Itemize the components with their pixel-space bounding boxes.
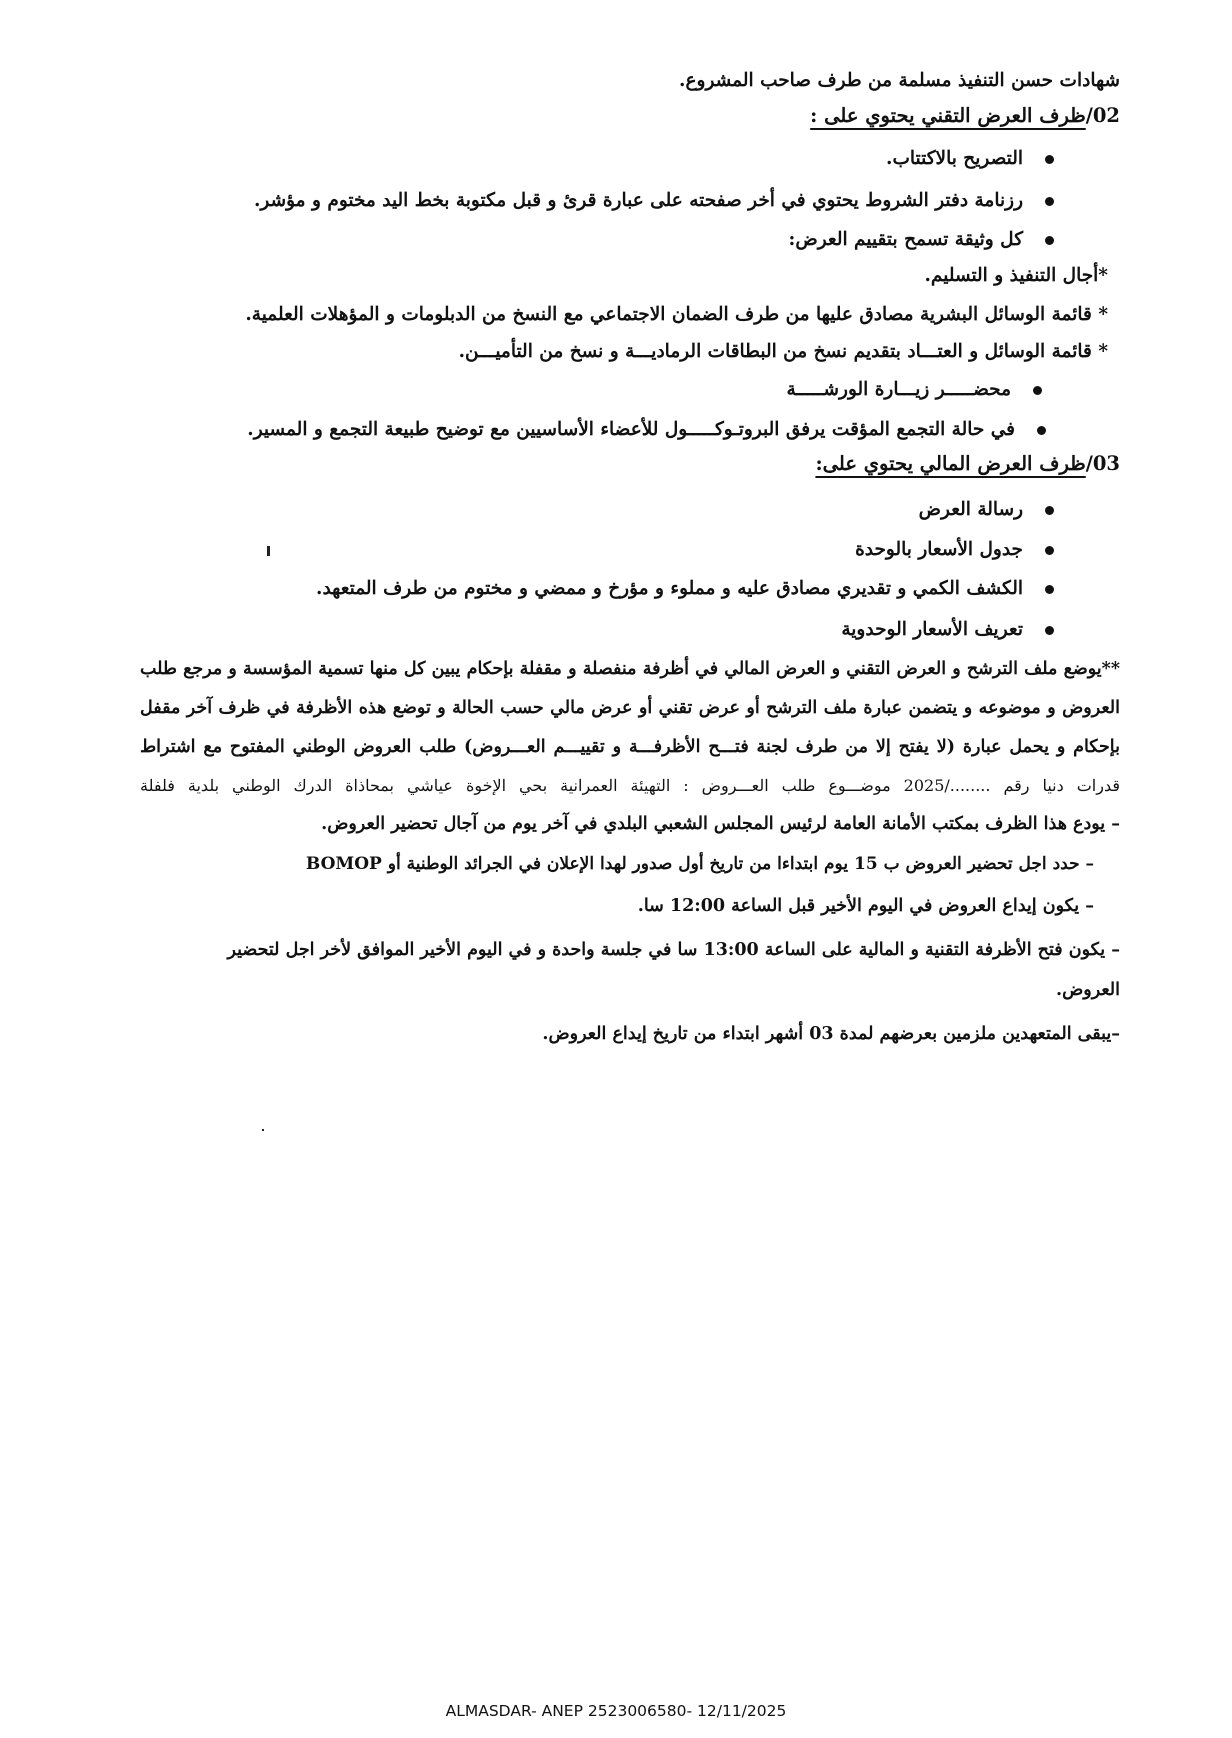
bullet-icon [1045, 585, 1054, 594]
page-footer: ALMASDAR- ANEP 2523006580- 12/11/2025 [445, 1702, 787, 1720]
list-item: تعريف الأسعار الوحدوية [841, 619, 1054, 640]
paragraph-line: بإحكام و يحمل عبارة (لا يفتح إلا من طرف لجنة فتـــح الأظرفـــة و تقييـــم العـــروض) طلب العروض الوطني المفتوح مع اشتراط [140, 737, 1120, 757]
section-title: ظرف العرض التقني يحتوي على : [810, 104, 1086, 127]
paragraph-line: العروض و موضوعه و يتضمن عبارة ملف الترشح أو عرض تقني أو عرض مالي حسب الحالة و توضع هذه الأظرفة في ظرف آخر مقفل [140, 698, 1120, 718]
list-item: في حالة التجمع المؤقت يرفق البروتـوكـــــول للأعضاء الأساسيين مع توضيح طبيعة التجمع و المسير. [247, 419, 1046, 440]
scan-speck [262, 1129, 264, 1131]
text-line: – يودع هذا الظرف بمكتب الأمانة العامة لرئيس المجلس الشعبي البلدي في آخر يوم من آجال تحضير العروض. [321, 814, 1120, 834]
list-item: كل وثيقة تسمح بتقييم العرض: [789, 229, 1054, 250]
text-line: شهادات حسن التنفيذ مسلمة من طرف صاحب المشروع. [679, 70, 1120, 91]
bullet-icon [1045, 236, 1054, 245]
scan-speck [267, 546, 270, 556]
bullet-icon [1045, 626, 1054, 635]
text-line: – يكون فتح الأظرفة التقنية و المالية على الساعة 13:00 سا في جلسة واحدة و في اليوم الأخير الموافق لأخر اجل لتحضير [227, 940, 1120, 960]
section-heading-03 [815, 452, 1120, 475]
text-line: العروض. [1056, 980, 1120, 1000]
text-line: –يبقى المتعهدين ملزمين بعرضهم لمدة 03 أشهر ابتداء من تاريخ إيداع العروض. [542, 1024, 1120, 1044]
text-line: *أجال التنفيذ و التسليم. [924, 265, 1108, 286]
bullet-icon [1045, 546, 1054, 555]
list-item: محضـــــر زيـــارة الورشـــــة [787, 379, 1042, 400]
text-line: * قائمة الوسائل و العتـــاد بتقديم نسخ من البطاقات الرماديـــة و نسخ من التأميـــن. [458, 341, 1108, 362]
text-line: – يكون إيداع العروض في اليوم الأخير قبل الساعة 12:00 سا. [637, 896, 1094, 916]
bullet-icon [1045, 155, 1054, 164]
list-item: جدول الأسعار بالوحدة [855, 539, 1054, 560]
bullet-icon [1033, 386, 1042, 395]
section-title: ظرف العرض المالي يحتوي على: [815, 452, 1086, 475]
section-number: 02/ [1085, 104, 1120, 127]
text-line: – حدد اجل تحضير العروض ب 15 يوم ابتداءا من تاريخ أول صدور لهدا الإعلان في الجرائد الوطنية أو BOMOP [305, 854, 1094, 874]
bullet-icon [1045, 506, 1054, 515]
list-item: التصريح بالاكتتاب. [886, 148, 1054, 169]
section-number: 03/ [1085, 452, 1120, 475]
list-item: رسالة العرض [919, 499, 1054, 520]
list-item: الكشف الكمي و تقديري مصادق عليه و مملوء و مؤرخ و ممضي و مختوم من طرف المتعهد. [316, 578, 1054, 599]
bullet-icon [1045, 197, 1054, 206]
bullet-icon [1037, 426, 1046, 435]
paragraph-line: **يوضع ملف الترشح و العرض التقني و العرض المالي في أظرفة منفصلة و مقفلة بإحكام يبين كل منها تسمية المؤسسة و مرجع طلب [140, 659, 1120, 679]
list-item: رزنامة دفتر الشروط يحتوي في أخر صفحته على عبارة قرئ و قبل مكتوبة بخط اليد مختوم و مؤشر. [254, 190, 1054, 211]
paragraph-line: قدرات دنيا رقم ......../2025 موضـــوع طلب العـــروض : التهيئة العمرانية بحي الإخوة عياشي بمحاذاة الدرك الوطني بلدية فلفلة [140, 776, 1121, 795]
text-line: * قائمة الوسائل البشرية مصادق عليها من طرف الضمان الاجتماعي مع النسخ من الدبلومات و المؤهلات العلمية. [245, 304, 1108, 325]
section-heading-02 [810, 104, 1120, 127]
